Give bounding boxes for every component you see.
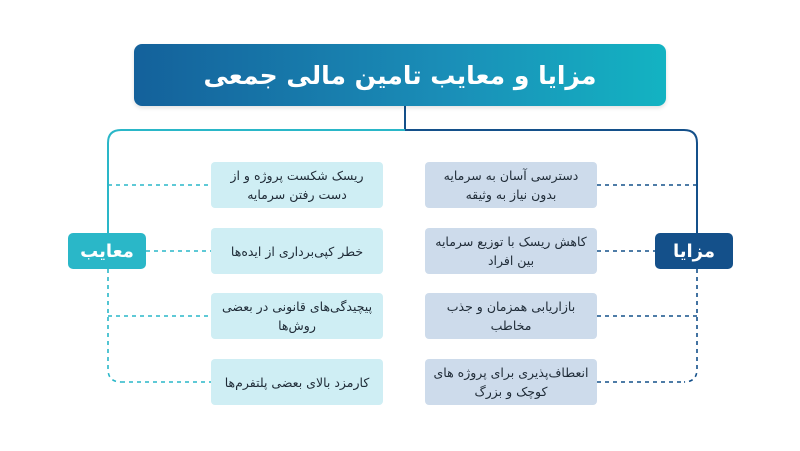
diagram-title-box (134, 44, 666, 106)
diagram-title: مزایا و معایب تامین مالی جمعی (203, 60, 597, 90)
advantage-item-3: بازاریابی همزمان و جذب مخاطب (425, 293, 597, 339)
advantage-item-1: دسترسی آسان به سرمایه بدون نیاز به وثیقه (425, 162, 597, 208)
advantage-item-4: انعطاف‌پذیری برای پروژه های کوچک و بزرگ (425, 359, 597, 405)
advantages-label: مزایا (655, 233, 733, 269)
disadvantage-item-1: ریسک شکست پروژه و از دست رفتن سرمایه (211, 162, 383, 208)
disadvantage-item-2: خطر کپی‌برداری از ایده‌ها (211, 228, 383, 274)
advantage-item-2: کاهش ریسک با توزیع سرمایه بین افراد (425, 228, 597, 274)
disadvantages-label: معایب (68, 233, 146, 269)
disadvantage-item-3: پیچیدگی‌های قانونی در بعضی روش‌ها (211, 293, 383, 339)
disadvantage-item-4: کارمزد بالای بعضی پلتفرم‌ها (211, 359, 383, 405)
